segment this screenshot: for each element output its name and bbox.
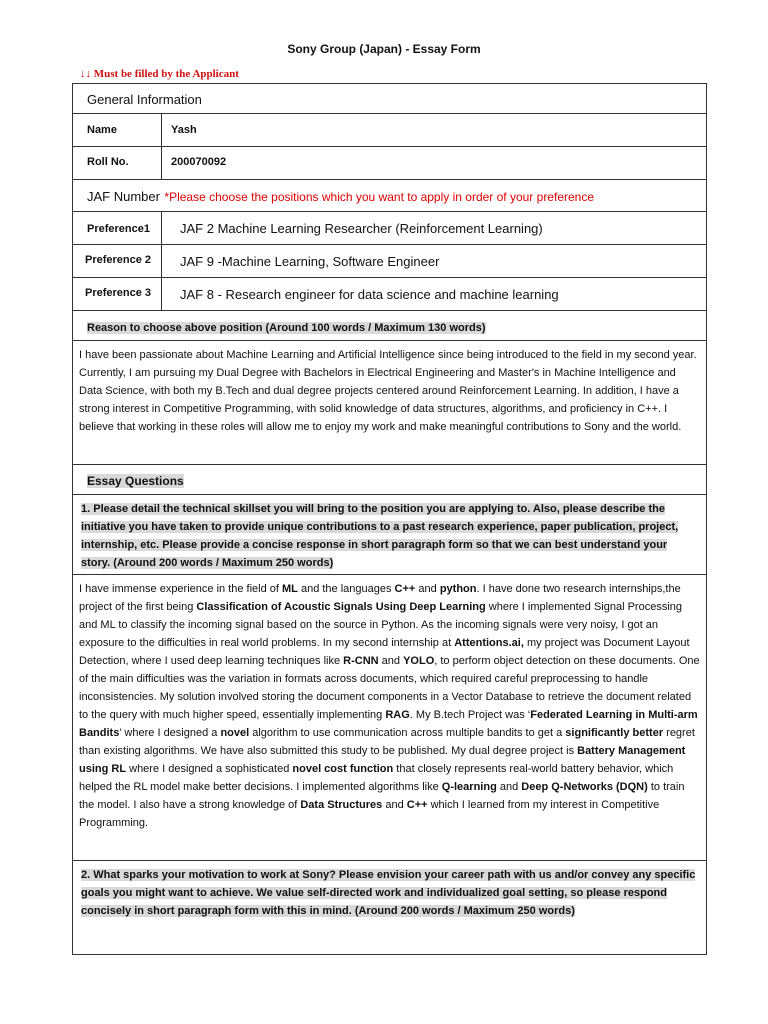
answer-1-run: my project was Document Layout Detection, where I used deep learning techniques like <box>79 637 690 667</box>
preference-1-field[interactable]: JAF 2 Machine Learning Researcher (Reinforcement Learning) <box>180 221 543 236</box>
preference-2-label: Preference 2 <box>85 254 152 266</box>
general-info-heading: General Information <box>87 92 202 107</box>
answer-1-run: and <box>382 799 407 811</box>
essay-form <box>72 83 707 955</box>
answer-1-bold-run: Federated Learning in Multi-arm Bandits <box>79 709 698 739</box>
preference-2-field[interactable]: JAF 9 -Machine Learning, Software Engineer <box>180 254 440 269</box>
answer-1-bold-run: YOLO <box>403 655 435 667</box>
answer-1-bold-run: C++ <box>394 583 416 595</box>
answer-1-bold-run: Battery Management using RL <box>79 745 686 775</box>
answer-1-bold-run: novel cost function <box>292 763 394 775</box>
answer-1[interactable] <box>79 580 701 832</box>
answer-1-run: and the languages <box>297 583 395 595</box>
jaf-note: *Please choose the positions which you want to apply in order of your preference <box>164 190 595 204</box>
answer-1-bold-run: python <box>439 583 477 595</box>
divider <box>73 860 706 861</box>
answer-1-bold-run: C++ <box>406 799 428 811</box>
question-2 <box>81 866 699 920</box>
answer-1-bold-run: Deep Q-Networks (DQN) <box>521 781 648 793</box>
divider <box>73 146 706 147</box>
essay-heading: Essay Questions <box>87 474 184 488</box>
divider <box>73 494 706 495</box>
answer-1-bold-run: Q-learning <box>441 781 497 793</box>
jaf-heading: JAF Number <box>87 189 160 204</box>
answer-1-bold-run: Data Structures <box>300 799 383 811</box>
answer-1-run: and <box>378 655 404 667</box>
answer-1-run: I have immense experience in the field of <box>79 583 283 595</box>
answer-1-run: that closely represents real-world battery behavior, which helped the RL model make better decisions. I implemented algorithms like <box>79 763 674 793</box>
answer-1-run: algorithm to use communication across multiple bandits to get a <box>249 727 566 739</box>
answer-1-bold-run: Attentions.ai, <box>454 637 524 649</box>
reason-heading-wrap <box>87 318 486 337</box>
answer-1-run: regret than existing algorithms. We have also submitted this study to be published. My dual degree project is <box>79 727 695 757</box>
jaf-heading-row <box>87 188 594 206</box>
divider <box>73 310 706 311</box>
preference-3-label: Preference 3 <box>85 287 152 299</box>
reason-heading: Reason to choose above position (Around 100 words / Maximum 130 words) <box>87 322 486 334</box>
essay-heading-wrap <box>87 472 184 490</box>
answer-1-run: and <box>415 583 440 595</box>
answer-1-run: . I have done two research internships,the project of the first being <box>79 583 681 613</box>
divider <box>73 211 706 212</box>
divider <box>73 574 706 575</box>
question-1 <box>81 500 699 572</box>
answer-1-bold-run: R-CNN <box>343 655 379 667</box>
name-label: Name <box>87 124 117 136</box>
name-field[interactable]: Yash <box>171 124 197 136</box>
divider <box>73 277 706 278</box>
page-title: Sony Group (Japan) - Essay Form <box>287 42 481 56</box>
must-fill-note: ↓↓ Must be filled by the Applicant <box>80 68 239 80</box>
divider <box>73 113 706 114</box>
answer-1-run: ’ where I designed a <box>119 727 221 739</box>
answer-1-bold-run: Classification of Acoustic Signals Using Deep Learning <box>196 601 486 613</box>
preference-1-label: Preference1 <box>87 223 150 235</box>
answer-1-run: to train the model. I also have a strong knowledge of <box>79 781 685 811</box>
answer-1-run: , to perform object detection on these documents. One of the main difficulties was the variation in formats across documents, which required careful preprocessing to handle inconsistencies. My solution involved storing the document components in a Vector Database to retrieve the document related to the query with much higher speed, essentially implementing <box>79 655 700 721</box>
question-2-text: 2. What sparks your motivation to work at Sony? Please envision your career path with us and/or convey any specific goals you might want to achieve. We value self-directed work and individualized goal setting, so please respond concisely in short paragraph form with this in mind. (Around 200 words / Maximum 250 words) <box>81 869 696 917</box>
answer-1-bold-run: RAG <box>385 709 410 721</box>
roll-label: Roll No. <box>87 156 129 168</box>
divider <box>73 340 706 341</box>
divider <box>73 464 706 465</box>
divider <box>73 244 706 245</box>
question-1-text: 1. Please detail the technical skillset you will bring to the position you are applying to. Also, please describe the initiative you have taken to provide unique contributions to a past research experience, paper publication, project, internship, etc. Please provide a concise response in short paragraph form so that we can best understand your story. (Around 200 words / Maximum 250 words) <box>81 503 679 569</box>
reason-answer[interactable]: I have been passionate about Machine Learning and Artificial Intelligence since being introduced to the field in my second year. Currently, I am pursuing my Dual Degree with Bachelors in Electrical Engineering and Master's in Machine Intelligence and Data Science, with both my B.Tech and dual degree projects centered around Reinforcement Learning. In addition, I have a strong interest in Competitive Programming, with solid knowledge of data structures, algorithms, and proficiency in C++. I believe that working in these roles will allow me to enjoy my work and make meaningful contributions to Sony and the world. <box>79 349 697 433</box>
preference-3-field[interactable]: JAF 8 - Research engineer for data science and machine learning <box>180 287 559 302</box>
answer-1-run: which I learned from my interest in Competitive Programming. <box>79 799 660 829</box>
answer-1-bold-run: significantly better <box>565 727 664 739</box>
answer-1-bold-run: ML <box>282 583 298 595</box>
roll-field[interactable]: 200070092 <box>171 156 227 168</box>
divider <box>73 179 706 180</box>
answer-1-run: and <box>496 781 522 793</box>
answer-1-run: where I designed a sophisticated <box>126 763 293 775</box>
answer-1-run: . My B.tech Project was ‘ <box>409 709 531 721</box>
divider <box>161 211 162 310</box>
answer-1-run: where I implemented Signal Processing and ML to classify the incoming signal based on the source in Python. As the incoming signals were very noisy, I got an exposure to the difficulties in real world problems. In my second internship at <box>79 601 682 649</box>
answer-1-bold-run: novel <box>220 727 250 739</box>
